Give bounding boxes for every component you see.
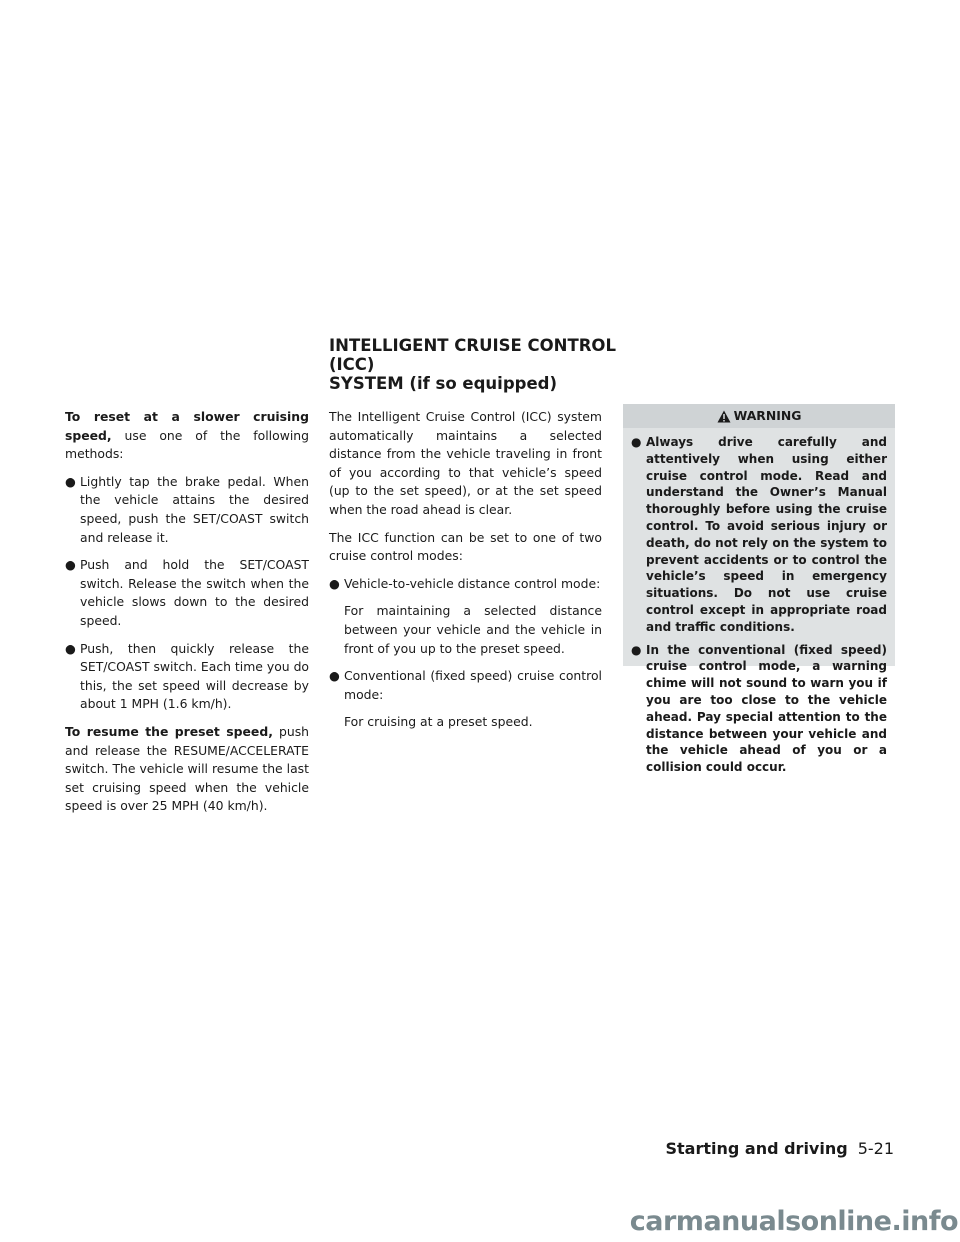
- section-heading-line1: INTELLIGENT CRUISE CONTROL (ICC): [329, 336, 616, 374]
- column-left: [65, 408, 309, 825]
- warning-title: WARNING: [733, 408, 802, 423]
- list-item: [329, 667, 602, 704]
- warning-triangle-icon: [717, 410, 731, 423]
- list-item: [65, 640, 309, 714]
- list-item-text: Push and hold the SET/COAST switch. Release the switch when the vehicle slows down to the desired speed.: [80, 557, 309, 628]
- list-item-text: Conventional (fixed speed) cruise control mode:: [344, 668, 602, 702]
- list-item-description: For maintaining a selected distance between your vehicle and the vehicle in front of you up to the preset speed.: [344, 603, 602, 656]
- list-item: [631, 642, 887, 776]
- footer-section-title: Starting and driving: [665, 1139, 848, 1158]
- resume-paragraph: [65, 723, 309, 816]
- list-item-text: Vehicle-to-vehicle distance control mode:: [344, 575, 601, 591]
- list-item: [631, 434, 887, 636]
- bullet-icon: ●: [65, 640, 76, 656]
- icc-intro-paragraph: The Intelligent Cruise Control (ICC) system automatically maintains a selected distance from the vehicle traveling in front of you according to that vehicle’s speed (up to the set speed), or at the set speed when the road ahead is clear.: [329, 409, 602, 517]
- icc-modes-paragraph: The ICC function can be set to one of two cruise control modes:: [329, 529, 602, 564]
- watermark: [0, 1194, 960, 1242]
- list-item: [65, 556, 309, 630]
- section-heading: [329, 336, 629, 393]
- list-item: [65, 473, 309, 547]
- reset-slower-paragraph: [65, 408, 309, 464]
- warning-body: [623, 428, 895, 776]
- resume-heading: To resume the preset speed,: [65, 723, 273, 739]
- column-middle: [329, 408, 602, 741]
- list-item-text: In the conventional (fixed speed) cruise control mode, a warning chime will not sound to warn you if you are too close to the vehicle ahead. Pay special attention to the distance between your vehicle and the vehicle ahead of you or a collision could occur.: [646, 642, 887, 775]
- list-item-text: Push, then quickly release the SET/COAST switch. Each time you do this, the set speed will decrease by about 1 MPH (1.6 km/h).: [80, 640, 310, 712]
- list-item-text: Always drive carefully and attentively when using either cruise control mode. Read and understand the Owner’s Manual thoroughly before using the cruise control. To avoid serious injury or death, do not rely on the system to prevent accidents or to control the vehicle’s speed in emergency situations. Do not use cruise control except in appropriate road and traffic conditions.: [646, 435, 887, 634]
- section-heading-line2: SYSTEM (if so equipped): [329, 374, 557, 393]
- list-item: [329, 575, 602, 594]
- list-item-text: Lightly tap the brake pedal. When the vehicle attains the desired speed, push the SET/COAST switch and release it.: [80, 473, 309, 545]
- bullet-icon: ●: [65, 557, 76, 573]
- warning-box: [623, 404, 895, 775]
- page-footer: [665, 1140, 894, 1159]
- warning-header: [623, 404, 895, 428]
- bullet-icon: ●: [65, 473, 76, 489]
- resume-text: push and release the RESUME/ACCELERATE switch. The vehicle will resume the last set cruising speed when the vehicle speed is over 25 MPH (40 km/h).: [65, 723, 309, 814]
- reset-slower-text: use one of the following methods:: [65, 427, 309, 462]
- bullet-icon: ●: [631, 435, 642, 449]
- watermark-text: carmanualsonline.info: [629, 1206, 958, 1238]
- list-item-description: For cruising at a preset speed.: [344, 714, 533, 730]
- bullet-icon: ●: [329, 668, 340, 684]
- bullet-icon: ●: [329, 575, 340, 591]
- page-number: 5-21: [857, 1139, 894, 1158]
- reset-slower-heading: To reset at a slower cruising speed,: [65, 409, 309, 443]
- bullet-icon: ●: [631, 642, 642, 657]
